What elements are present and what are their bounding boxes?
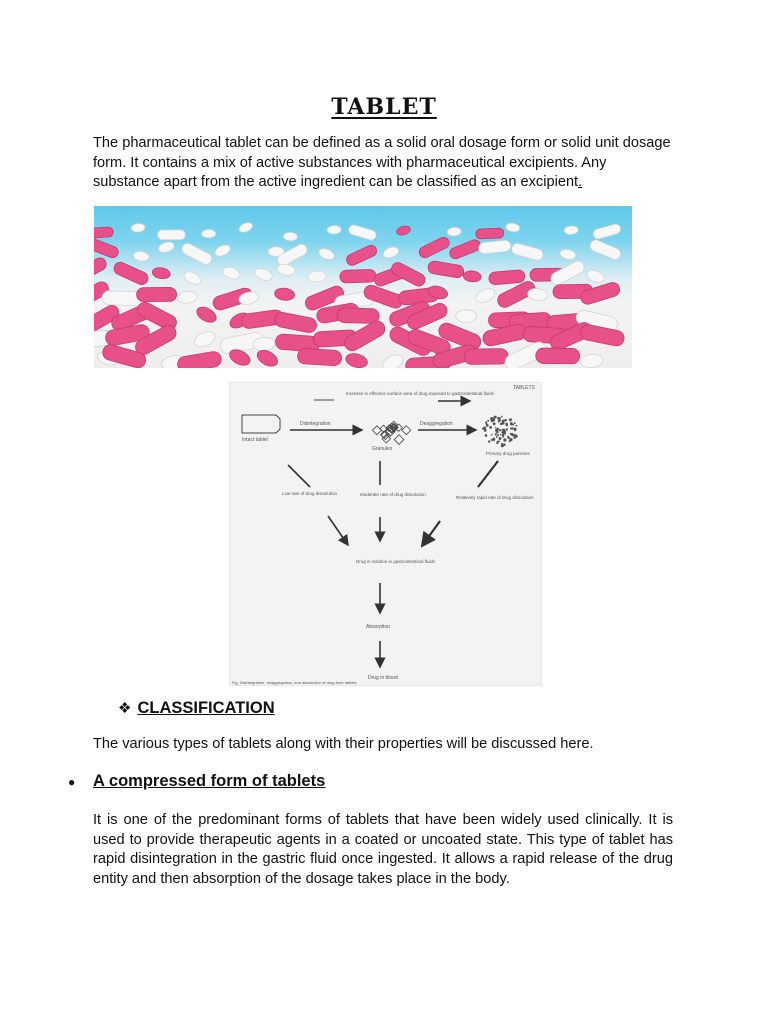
white-tablet [478,240,511,254]
classification-description: The various types of tablets along with their properties will be discussed here. [93,736,594,752]
classification-heading: ❖ CLASSIFICATION [118,699,275,717]
particle [504,419,507,422]
pink-tablet [389,260,427,288]
white-tablet [559,248,577,261]
white-tablet [585,268,606,285]
particle [495,433,497,435]
particle [509,438,512,441]
granule [394,435,404,445]
white-tablet [308,271,327,283]
pink-tablet [344,351,369,368]
primary-particles [482,416,518,448]
white-tablet [238,221,254,234]
particle [515,435,518,438]
low-rate-arrow [328,516,348,545]
particle [496,436,498,438]
white-tablet [348,224,378,241]
pink-tablet [337,308,379,324]
particle [510,422,512,424]
particle [511,433,514,436]
white-tablet [192,329,218,350]
tablets-photo [94,206,632,368]
white-tablet [317,247,335,262]
particle [499,437,501,439]
particle [491,434,493,436]
particle [485,434,487,436]
particle [497,434,499,436]
particle [503,438,506,441]
particle [502,436,504,438]
particle [516,425,518,427]
granule [372,426,381,435]
pink-tablet [112,260,150,286]
compressed-description: It is one of the predominant forms of tablets that have been widely used clinically. It is used to provide therapeutic agents in a coated or uncoated state. This type of tablet has rapid disintegration in the gastric fluid once ingested. It allows a rapid release of the drug entity and then absorption of the dosage takes place in the body. [93,812,673,887]
pink-tablet [464,349,508,365]
node-blood: Drug in blood [368,675,398,681]
particle [494,416,497,419]
particle [501,443,503,445]
pink-tablet [94,256,108,284]
pink-tablet [274,311,318,333]
pink-tablet [417,235,451,259]
particle [509,418,512,421]
white-tablet [592,223,622,240]
pink-tablet [362,283,404,310]
particle [499,429,501,431]
white-tablet [456,310,477,323]
pink-tablet [463,270,482,283]
white-tablet [133,250,150,262]
pink-tablet [94,227,114,238]
white-tablet [102,291,143,307]
granule [402,426,411,435]
low-rate-line [288,465,310,487]
dissolution-diagram-graphic [230,383,541,685]
rapid-rate-arrow [422,521,440,546]
white-tablet [447,227,462,237]
white-tablet [380,352,406,368]
particle [503,443,506,446]
dot-bullet-icon: ● [68,774,76,789]
intact-tablet-shape [242,415,280,433]
edge-disintegration: Disintegration [300,421,331,427]
pink-tablet [297,348,342,366]
white-tablet [276,242,309,267]
compressed-heading: ● A compressed form of tablets [68,772,326,790]
edge-deaggregation: Deaggregation [420,421,453,427]
particle [501,416,503,418]
pink-tablet [342,318,388,353]
white-tablet [510,242,544,261]
diagram-header-tag: TABLETS [513,385,535,391]
particle [492,438,495,441]
pink-tablet [396,225,412,237]
particle [493,422,496,425]
pink-tablet [476,228,504,239]
pink-tablet [427,260,465,278]
edge-rapid-rate: Relatively rapid rate of drug dissolution [456,495,534,500]
particle [510,428,512,430]
white-tablet [382,245,400,260]
white-tablet [202,229,216,238]
white-tablet [157,240,175,254]
particle [500,423,503,426]
intro-paragraph: The pharmaceutical tablet can be defined as a solid oral dosage form or solid unit dosage form. It contains a mix of active substances with pharmaceutical excipients. Any substance apart from the active ingredient can be classified as an excipient. [93,135,671,190]
particle [482,428,484,430]
pink-tablet [176,350,222,368]
particle [508,437,510,439]
white-tablet [221,265,241,281]
particle [498,420,500,422]
particle [489,426,492,429]
particle [497,428,500,431]
diagram-caption: Fig. Disintegration, deaggregation, and dissolution of drug from tablets [232,680,357,685]
top-note: Increase in effective surface area of drug exposed to gastrointestinal fluids [346,391,495,396]
node-particles: Primary drug particles [486,451,530,456]
particle [497,417,500,420]
white-tablet [474,286,497,305]
pink-tablet [488,269,525,285]
node-solution: Drug in solution in gastrointestinal fluids [356,559,436,564]
white-tablet [180,242,214,267]
particle [502,420,505,423]
white-tablet [157,230,185,240]
white-tablet [505,222,520,232]
node-intact: Intact tablet [242,437,268,443]
white-tablet [588,238,622,261]
particle [495,427,497,429]
pink-tablet [345,243,379,267]
pink-tablet [340,269,376,283]
particle [485,421,487,423]
edge-low-rate: Low rate of drug dissolution [282,491,338,496]
particle [505,423,508,426]
rapid-rate-line [478,461,498,487]
particle [506,428,508,430]
particle [503,432,505,434]
pink-tablet [152,266,172,280]
white-tablet [213,243,232,258]
edge-moderate-rate: Moderate rate of drug dissolution [360,492,426,497]
particle [488,441,490,443]
white-tablet [276,263,295,277]
pink-tablet [448,238,482,260]
white-tablet [580,353,603,368]
pink-tablet [536,348,580,364]
particle [487,420,489,422]
diamond-bullet-icon: ❖ [118,700,132,717]
granules-cluster [372,421,410,444]
white-tablet [253,266,274,282]
particle [514,429,516,431]
white-tablet [564,226,579,235]
white-tablet [131,223,146,233]
white-tablet [182,269,203,287]
particle [500,434,502,436]
white-tablet [549,259,587,287]
node-granules: Granules [372,446,393,452]
particle [502,429,505,432]
particle [484,429,487,432]
white-tablet [327,225,341,234]
pink-tablet [137,287,177,301]
dissolution-diagram [229,382,542,686]
particle [495,430,498,433]
particle [514,422,516,424]
node-absorption: Absorption [366,624,390,630]
white-tablet [283,232,297,241]
particle [486,424,489,427]
white-tablet [527,287,548,301]
pink-tablet [94,237,120,259]
pink-tablet [274,287,295,301]
tablets-photo-graphic [94,206,632,368]
particle [497,441,499,443]
white-tablet [177,290,198,304]
particle [490,417,493,420]
page-title: TABLET [331,94,437,120]
